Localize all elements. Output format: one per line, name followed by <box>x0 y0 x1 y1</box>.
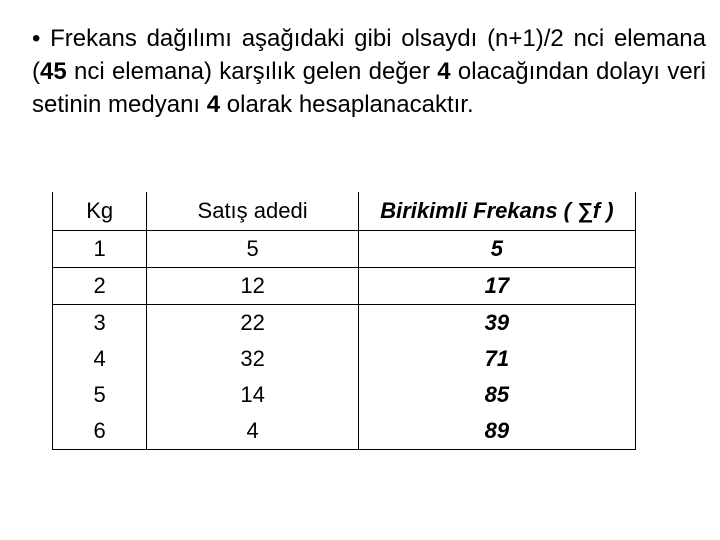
header-kg: Kg <box>53 192 147 231</box>
table-row <box>53 231 636 268</box>
table-row <box>53 305 636 342</box>
header-birikimli-frekans: Birikimli Frekans ( ∑f ) <box>358 192 635 231</box>
cell-kg: 2 <box>53 268 147 305</box>
table-row <box>53 268 636 305</box>
cell-frekans: 71 <box>358 341 635 377</box>
cell-satis: 12 <box>147 268 358 305</box>
cell-satis: 14 <box>147 377 358 413</box>
paragraph-value-45: 45 <box>40 58 67 85</box>
paragraph-text-2: nci elemana) karşılık gelen değer <box>66 58 438 85</box>
cell-kg: 3 <box>53 305 147 342</box>
cell-kg: 6 <box>53 413 147 450</box>
paragraph-value-4a: 4 <box>437 58 451 85</box>
paragraph-text-4: olarak hesaplanacaktır. <box>220 91 474 118</box>
cell-satis: 32 <box>147 341 358 377</box>
cell-kg: 1 <box>53 231 147 268</box>
cell-kg: 4 <box>53 341 147 377</box>
table-row <box>53 377 636 413</box>
table-row <box>53 413 636 450</box>
paragraph-text-3: olacağından dolayı veri setinin medyanı <box>32 58 707 118</box>
paragraph-text-1: • Frekans dağılımı aşağıdaki gibi olsaydı (n+1)/2 nci elemana ( <box>32 25 706 85</box>
explanation-paragraph <box>32 22 706 121</box>
cell-frekans: 17 <box>358 268 635 305</box>
table-row <box>53 341 636 377</box>
cell-satis: 4 <box>147 413 358 450</box>
cell-kg: 5 <box>53 377 147 413</box>
cell-satis: 5 <box>147 231 358 268</box>
cell-frekans: 5 <box>358 231 635 268</box>
table-header-row <box>53 192 636 231</box>
paragraph-value-4b: 4 <box>206 91 221 118</box>
cell-frekans: 85 <box>358 377 635 413</box>
cell-satis: 22 <box>147 305 358 342</box>
cell-frekans: 39 <box>358 305 635 342</box>
frequency-table <box>52 192 636 450</box>
cell-frekans: 89 <box>358 413 635 450</box>
header-satis-adedi: Satış adedi <box>147 192 358 231</box>
